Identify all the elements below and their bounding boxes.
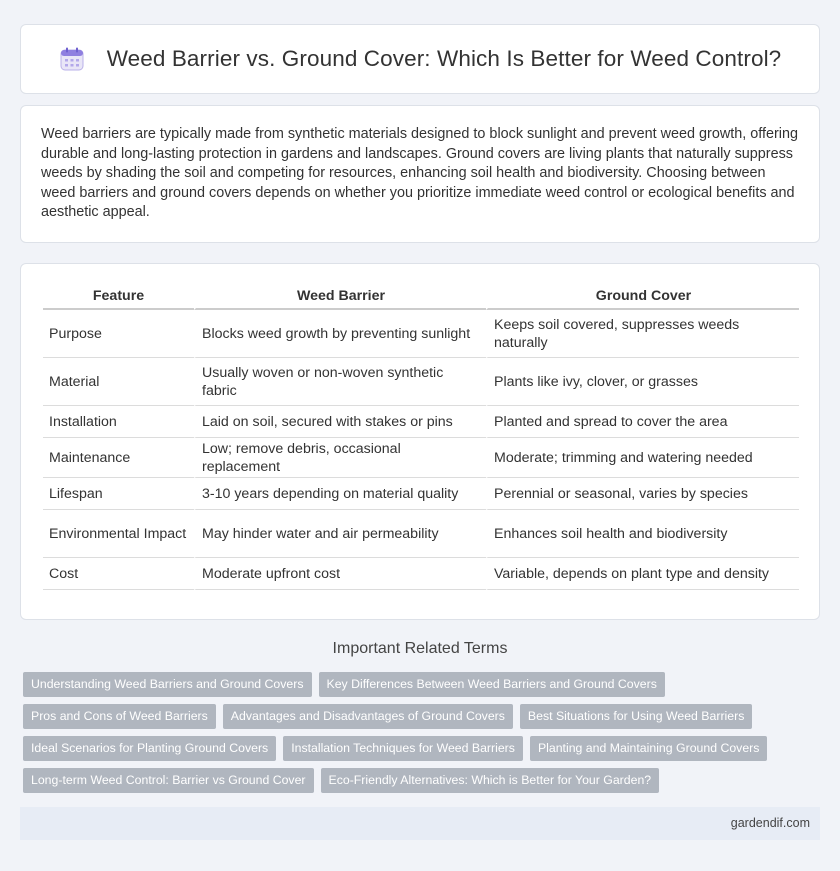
related-term-tag[interactable]: Understanding Weed Barriers and Ground Covers: [23, 672, 312, 697]
related-term-tag[interactable]: Ideal Scenarios for Planting Ground Covers: [23, 736, 276, 761]
cell-weed-barrier: 3-10 years depending on material quality: [194, 478, 486, 510]
cell-weed-barrier: Laid on soil, secured with stakes or pins: [194, 406, 486, 438]
cell-feature: Material: [43, 358, 194, 406]
cell-feature: Installation: [43, 406, 194, 438]
cell-ground-cover: Moderate; trimming and watering needed: [486, 438, 799, 478]
table-row: [43, 358, 799, 406]
related-term-tag[interactable]: Best Situations for Using Weed Barriers: [520, 704, 752, 729]
header-weed-barrier: Weed Barrier: [194, 284, 486, 310]
related-term-tag[interactable]: Planting and Maintaining Ground Covers: [530, 736, 767, 761]
cell-ground-cover: Perennial or seasonal, varies by species: [486, 478, 799, 510]
cell-weed-barrier: May hinder water and air permeability: [194, 510, 486, 558]
table-row: [43, 310, 799, 358]
table-header-row: [43, 284, 799, 310]
related-term-tag[interactable]: Long-term Weed Control: Barrier vs Ground Cover: [23, 768, 314, 793]
related-term-tag[interactable]: Advantages and Disadvantages of Ground Covers: [223, 704, 513, 729]
cell-ground-cover: Keeps soil covered, suppresses weeds naturally: [486, 310, 799, 358]
table-row: [43, 438, 799, 478]
cell-feature: Environmental Impact: [43, 510, 194, 558]
cell-ground-cover: Plants like ivy, clover, or grasses: [486, 358, 799, 406]
related-term-tag[interactable]: Key Differences Between Weed Barriers and Ground Covers: [319, 672, 665, 697]
related-terms-row: [23, 736, 823, 768]
cell-weed-barrier: Moderate upfront cost: [194, 558, 486, 590]
table-row: [43, 478, 799, 510]
cell-weed-barrier: Low; remove debris, occasional replacement: [194, 438, 486, 478]
calendar-icon: [59, 46, 85, 72]
cell-feature: Cost: [43, 558, 194, 590]
table-row: [43, 558, 799, 590]
related-terms-title: Important Related Terms: [332, 640, 508, 657]
related-terms-list: [23, 672, 823, 800]
intro-card: [20, 105, 820, 243]
cell-feature: Lifespan: [43, 478, 194, 510]
related-term-tag[interactable]: Installation Techniques for Weed Barriers: [283, 736, 523, 761]
table-row: [43, 406, 799, 438]
header-feature: Feature: [43, 284, 194, 310]
intro-text: Weed barriers are typically made from synthetic materials designed to block sunlight and prevent weed growth, offering durable and long-lasting protection in gardens and landscapes. Ground covers are living plants that naturally suppress weeds by shading the soil and competing for resources, enhancing soil health and biodiversity. Choosing between weed barriers and ground covers depends on whether you prioritize immediate weed control or ecological benefits and aesthetic appeal.: [41, 126, 798, 221]
title-wrap: [59, 46, 782, 72]
page-title: Weed Barrier vs. Ground Cover: Which Is Better for Weed Control?: [106, 46, 782, 71]
comparison-table: [43, 284, 799, 590]
related-term-tag[interactable]: Pros and Cons of Weed Barriers: [23, 704, 216, 729]
cell-ground-cover: Planted and spread to cover the area: [486, 406, 799, 438]
comparison-table-card: [20, 263, 820, 620]
footer-site: gardendif.com: [730, 816, 810, 830]
header-ground-cover: Ground Cover: [486, 284, 799, 310]
related-terms-row: [23, 704, 823, 736]
cell-ground-cover: Variable, depends on plant type and density: [486, 558, 799, 590]
cell-ground-cover: Enhances soil health and biodiversity: [486, 510, 799, 558]
cell-feature: Maintenance: [43, 438, 194, 478]
cell-feature: Purpose: [43, 310, 194, 358]
related-terms-row: [23, 768, 823, 800]
footer: [20, 807, 820, 840]
cell-weed-barrier: Usually woven or non-woven synthetic fabric: [194, 358, 486, 406]
related-terms-row: [23, 672, 823, 704]
cell-weed-barrier: Blocks weed growth by preventing sunlight: [194, 310, 486, 358]
header-card: [20, 24, 820, 94]
table-row: [43, 510, 799, 558]
related-term-tag[interactable]: Eco-Friendly Alternatives: Which is Better for Your Garden?: [321, 768, 660, 793]
